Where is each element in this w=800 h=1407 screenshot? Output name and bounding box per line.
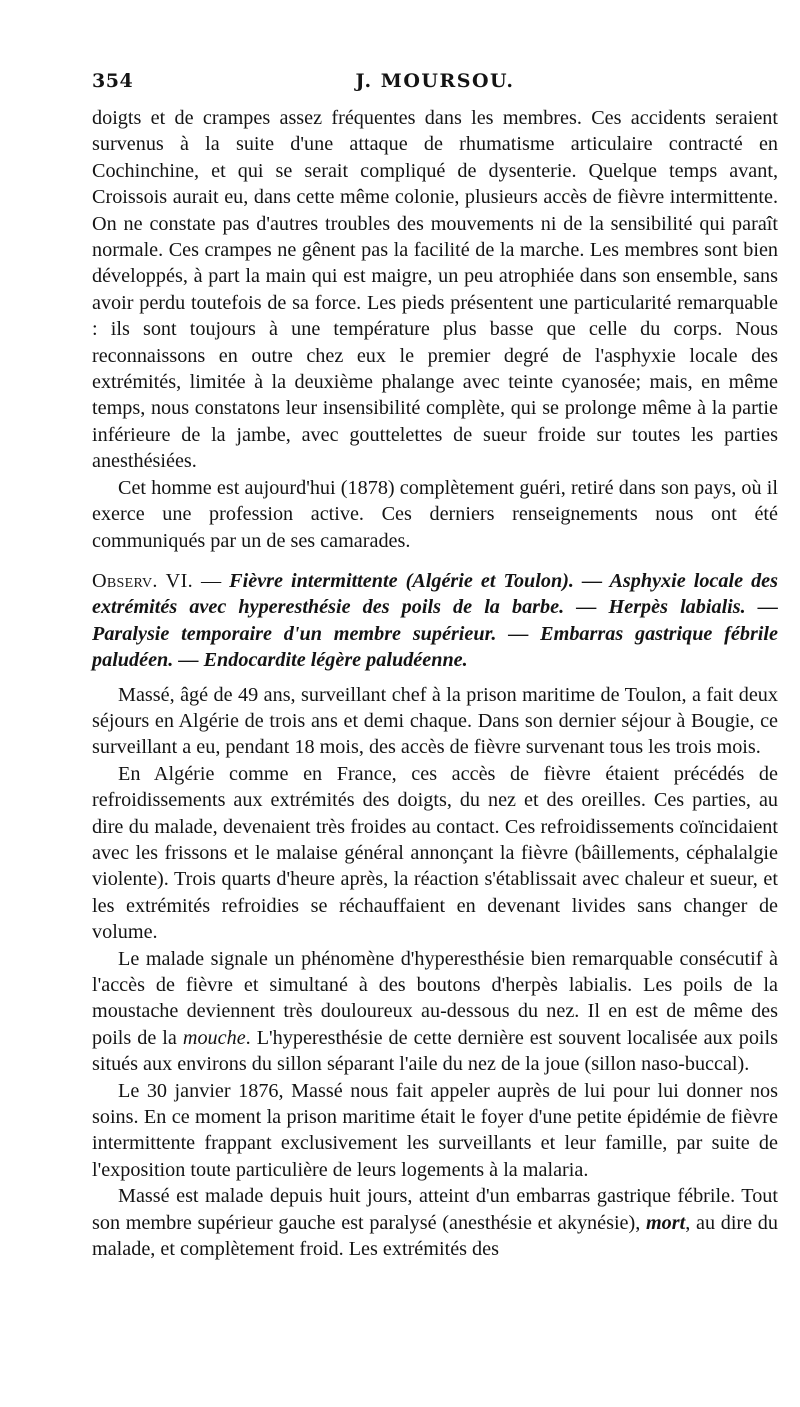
observation-heading <box>92 568 778 674</box>
page-number: 354 <box>92 70 134 92</box>
text-run: Massé est malade depuis huit jours, atteint d'un embarras gastrique fébrile. Tout son membre supérieur gauche est paralysé (anesthésie et akynésie), <box>92 1185 778 1234</box>
running-header <box>92 70 778 100</box>
text-run: Le malade signale un phénomène d'hyperesthésie bien remarquable consécutif à l'accès de fièvre et simultané à des boutons d'herpès labialis. Les poils de la moustache deviennent très douloureux au-dessous du nez. Il en est de même des poils de la <box>92 947 778 1049</box>
paragraph-continued: doigts et de crampes assez fréquentes dans les membres. Ces accidents seraient survenus à la suite d'une attaque de rhumatisme articulaire contracté en Cochinchine, et qui se serait compliqué de dysenterie. Quelque temps avant, Croissois aurait eu, dans cette même colonie, plusieurs accès de fièvre intermittente. On ne constate pas d'autres troubles des mouvements ni de la sensibilité qui paraît normale. Ces crampes ne gênent pas la facilité de la marche. Les membres sont bien développés, à part la main qui est maigre, un peu atrophiée dans son ensemble, sans avoir perdu toutefois de sa force. Les pieds présentent une particularité remarquable : ils sont toujours à une température plus basse que celle du corps. Nous reconnaissons en outre chez eux le premier degré de l'asphyxie locale des extrémités, limitée à la deuxième phalange avec teinte cyanosée; mais, en même temps, nous constatons leur insensibilité complète, qui se prolonge même à la partie inférieure de la jambe, avec gouttelettes de sueur froide sur toutes les parties anesthésiées. <box>92 107 778 473</box>
paragraph-patient: Massé, âgé de 49 ans, surveillant chef à la prison maritime de Toulon, a fait deux séjours en Algérie de trois ans et demi chaque. Dans son dernier séjour à Bougie, ce surveillant a eu, pendant 18 mois, des accès de fièvre survenant tous les trois mois. <box>92 683 778 759</box>
observation-dash: — <box>192 569 230 592</box>
paragraph-symptoms: En Algérie comme en France, ces accès de fièvre étaient précédés de refroidissements aux extrémités des doigts, du nez et des oreilles. Ces parties, au dire du malade, devenaient très froides au contact. Ces refroidissements coïncidaient avec les frissons et le malaise général annonçant la fièvre (bâillements, céphalalgie violente). Trois quarts d'heure après, la réaction s'établissait avec chaleur et sueur, et les extrémités refroidies se réchauffaient en devenant livides sans changer de volume. <box>92 762 778 944</box>
paragraph-follow-up: Cet homme est aujourd'hui (1878) complètement guéri, retiré dans son pays, où il exerce une profession active. Ces derniers renseignements nous ont été communiqués par un de ses camarades. <box>92 476 778 552</box>
observation-title: Fièvre intermittente (Algérie et Toulon). — Asphyxie locale des extrémités avec hyperesthésie des poils de la barbe. — Herpès labialis. — Paralysie temporaire d'un membre supérieur. — Embarras gastrique fébrile paludéen. — Endocardite légère paludéenne. <box>92 569 778 672</box>
paragraph-hyperesthesia <box>92 946 778 1078</box>
running-title: J. MOURSOU. <box>355 70 515 92</box>
text-run: , au dire du malade, et complètement froid. Les extrémités des <box>92 1211 778 1261</box>
section-gap <box>92 674 778 682</box>
emphasis-mort: mort <box>645 1211 686 1234</box>
paragraph-visit: Le 30 janvier 1876, Massé nous fait appeler auprès de lui pour lui donner nos soins. En ce moment la prison maritime était le foyer d'une petite épidémie de fièvre intermittente frappant exclusivement les surveillants et leur famille, par suite de l'exposition toute particulière de leurs logements à la malaria. <box>92 1079 778 1181</box>
paragraph-paralysis <box>92 1183 778 1262</box>
observation-label: Observ. VI. <box>92 569 193 592</box>
page-body <box>92 105 778 1262</box>
text-run: . L'hyperesthésie de cette dernière est souvent localisée aux poils situés aux environs du sillon séparant l'aile du nez de la joue (sillon naso-buccal). <box>92 1026 778 1076</box>
emphasis-mouche: mouche <box>182 1026 246 1049</box>
section-gap <box>92 554 778 568</box>
